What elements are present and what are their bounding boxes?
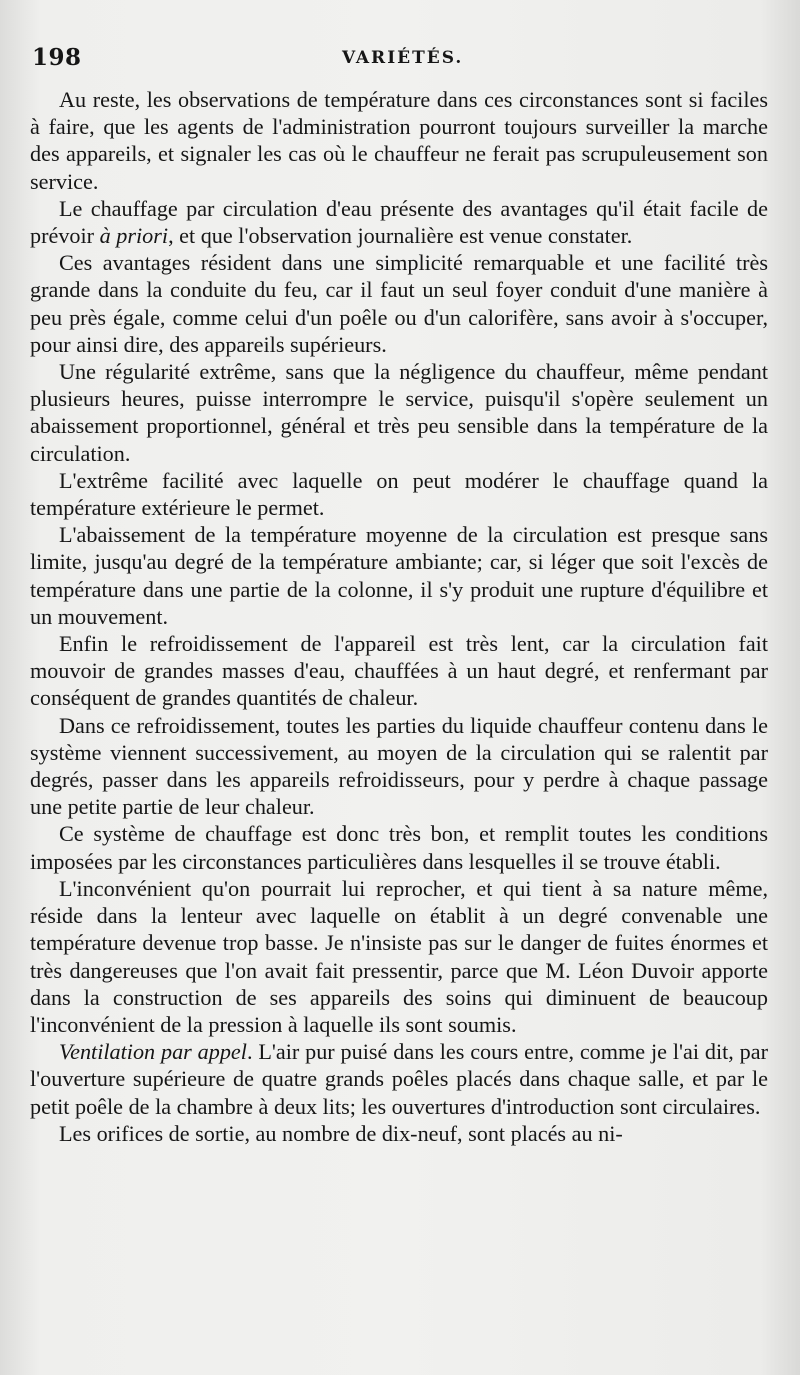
paragraph: Les orifices de sortie, au nombre de dix-neuf, sont placés au ni- (59, 1120, 623, 1146)
paragraph: Dans ce refroidissement, toutes les parties du liquide chauffeur contenu dans le système viennent successivement, au moyen de la circulation qui se ralentit par degrés, passer dans les appareils refroidisseurs, pour y perdre à chaque passage une petite partie de leur chaleur. (30, 712, 768, 820)
paragraph: Enfin le refroidissement de l'appareil est très lent, car la circulation fait mouvoir de grandes masses d'eau, chauffées à un haut degré, et renfermant par conséquent de grandes quantités de chaleur. (30, 631, 768, 711)
section-paragraph: Ventilation par appel. L'air pur puisé dans les cours entre, comme je l'ai dit, par l'ouverture supérieure de quatre grands poêles placés dans chaque salle, et par le petit poêle de la chambre à deux lits; les ouvertures d'introduction sont circulaires. (30, 1039, 768, 1119)
page-number: 198 (32, 44, 82, 71)
paragraph: Ce système de chauffage est donc très bon, et remplit toutes les conditions imposées par les circonstances particulières dans lesquelles il se trouve établi. (30, 821, 768, 874)
paragraph: Ces avantages résident dans une simplicité remarquable et une facilité très grande dans la conduite du feu, car il faut un seul foyer conduit d'une manière à peu près égale, comme celui d'un poêle ou d'un calorifère, sans avoir à s'occuper, pour ainsi dire, des appareils supérieurs. (30, 250, 768, 357)
running-head: VARIÉTÉS. (342, 48, 464, 68)
paragraph: Au reste, les observations de température dans ces circonstances sont si faciles à faire, que les agents de l'administration pourront toujours surveiller la marche des appareils, et signaler les cas où le chauffeur ne ferait pas scrupuleusement son service. (30, 87, 768, 194)
paragraph: L'abaissement de la température moyenne de la circulation est presque sans limite, jusqu'au degré de la température ambiante; car, si léger que soit l'excès de température dans une partie de la colonne, il s'y produit une rupture d'équilibre et un mouvement. (30, 522, 768, 629)
paragraph: Une régularité extrême, sans que la négligence du chauffeur, même pendant plusieurs heures, puisse interrompre le service, puisqu'il s'opère seulement un abaissement proportionnel, général et très peu sensible dans la température de la circulation. (30, 359, 768, 466)
paragraph: Le chauffage par circulation d'eau présente des avantages qu'il était facile de prévoir à priori, et que l'observation journalière est venue constater. (30, 195, 768, 249)
italic-phrase: à priori (99, 223, 169, 249)
paragraph: L'extrême facilité avec laquelle on peut modérer le chauffage quand la température extérieure le permet. (30, 467, 768, 521)
body-text (30, 86, 768, 1147)
section-heading-italic: Ventilation par appel (59, 1039, 247, 1065)
paragraph: L'inconvénient qu'on pourrait lui reprocher, et qui tient à sa nature même, réside dans la lenteur avec laquelle on établit à un degré convenable une température devenue trop basse. Je n'insiste pas sur le danger de fuites énormes et très dangereuses que l'on avait fait pressentir, parce que M. Léon Duvoir apporte dans la construction de ses appareils des soins qui diminuent de beaucoup l'inconvénient de la pression à laquelle ils sont soumis. (30, 875, 768, 1037)
page-header (32, 44, 768, 74)
